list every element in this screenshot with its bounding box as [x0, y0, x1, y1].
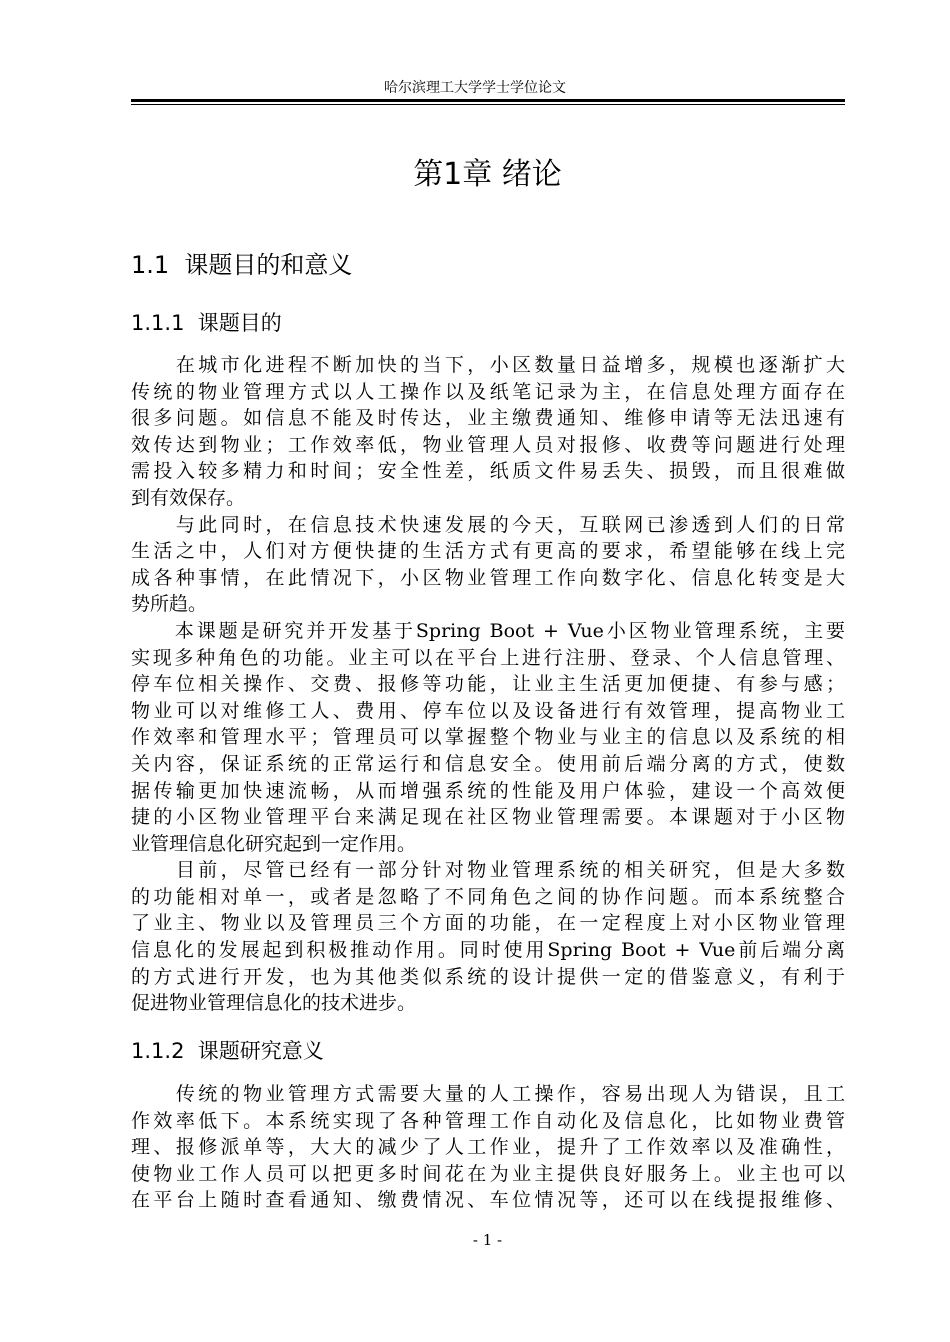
section-heading-1-1: 1.1 课题目的和意义 — [131, 251, 353, 279]
text-line: 很多问题。如信息不能及时传达，业主缴费通知、维修申请等无法迅速有 — [131, 407, 845, 430]
header-rule-thick — [131, 99, 845, 102]
text-line: 效传达到物业；工作效率低，物业管理人员对报修、收费等问题进行处理 — [131, 433, 845, 456]
text-line: 传统的物业管理方式以人工操作以及纸笔记录为主，在信息处理方面存在 — [131, 380, 845, 403]
text-line: 本课题是研究并开发基于Spring Boot + Vue小区物业管理系统，主要 — [131, 619, 845, 642]
body-text-block-2 — [131, 1081, 845, 1214]
section-heading-1-1-2: 1.1.2 课题研究意义 — [131, 1039, 324, 1063]
text-line: 在平台上随时查看通知、缴费情况、车位情况等，还可以在线提报维修、 — [131, 1189, 845, 1212]
text-line: 的方式进行开发，也为其他类似系统的设计提供一定的借鉴意义，有利于 — [131, 965, 845, 988]
text-line: 在城市化进程不断加快的当下，小区数量日益增多，规模也逐渐扩大 — [131, 354, 845, 376]
text-line: 的功能相对单一，或者是忽略了不同角色之间的协作问题。而本系统整合 — [131, 885, 845, 908]
body-text-block-1 — [131, 352, 845, 1017]
text-line: 成各种事情，在此情况下，小区物业管理工作向数字化、信息化转变是大 — [131, 566, 845, 589]
text-line: 传统的物业管理方式需要大量的人工操作，容易出现人为错误，且工 — [131, 1083, 845, 1105]
text-line: 物业可以对维修工人、费用、停车位以及设备进行有效管理，提高物业工 — [131, 699, 845, 722]
text-line: 与此同时，在信息技术快速发展的今天，互联网已渗透到人们的日常 — [131, 513, 845, 536]
text-line: 到有效保存。 — [131, 486, 246, 509]
page-number: - 1 - — [472, 1231, 503, 1249]
text-line: 捷的小区物业管理平台来满足现在社区物业管理需要。本课题对于小区物 — [131, 806, 845, 829]
text-line: 信息化的发展起到积极推动作用。同时使用Spring Boot + Vue前后端分离 — [131, 939, 845, 962]
text-line: 使物业工作人员可以把更多时间花在为业主提供良好服务上。业主也可以 — [131, 1162, 845, 1185]
chapter-title: 第1章 绪论 — [413, 157, 562, 192]
text-line: 需投入较多精力和时间；安全性差，纸质文件易丢失、损毁，而且很难做 — [131, 460, 845, 483]
text-line: 理、报修派单等，大大的减少了人工作业，提升了工作效率以及准确性， — [131, 1136, 845, 1159]
text-line: 业管理信息化研究起到一定作用。 — [131, 832, 417, 855]
header-rule-thin — [131, 104, 845, 105]
section-heading-1-1-1: 1.1.1 课题目的 — [131, 311, 282, 335]
text-line: 生活之中，人们对方便快捷的生活方式有更高的要求，希望能够在线上完 — [131, 540, 845, 563]
text-line: 作效率和管理水平；管理员可以掌握整个物业与业主的信息以及系统的相 — [131, 726, 845, 749]
text-line: 停车位相关操作、交费、报修等功能，让业主生活更加便捷、有参与感； — [131, 673, 845, 696]
text-line: 目前，尽管已经有一部分针对物业管理系统的相关研究，但是大多数 — [131, 859, 845, 882]
header-title: 哈尔滨理工大学学士学位论文 — [384, 80, 566, 96]
text-line: 促进物业管理信息化的技术进步。 — [131, 992, 417, 1015]
text-line: 了业主、物业以及管理员三个方面的功能，在一定程度上对小区物业管理 — [131, 912, 845, 935]
text-line: 作效率低下。本系统实现了各种管理工作自动化及信息化，比如物业费管 — [131, 1109, 845, 1132]
text-line: 势所趋。 — [131, 593, 208, 616]
text-line: 据传输更加快速流畅，从而增强系统的性能及用户体验，建设一个高效便 — [131, 779, 845, 802]
text-line: 关内容，保证系统的正常运行和信息安全。使用前后端分离的方式，使数 — [131, 752, 845, 775]
text-line: 实现多种角色的功能。业主可以在平台上进行注册、登录、个人信息管理、 — [131, 646, 845, 669]
